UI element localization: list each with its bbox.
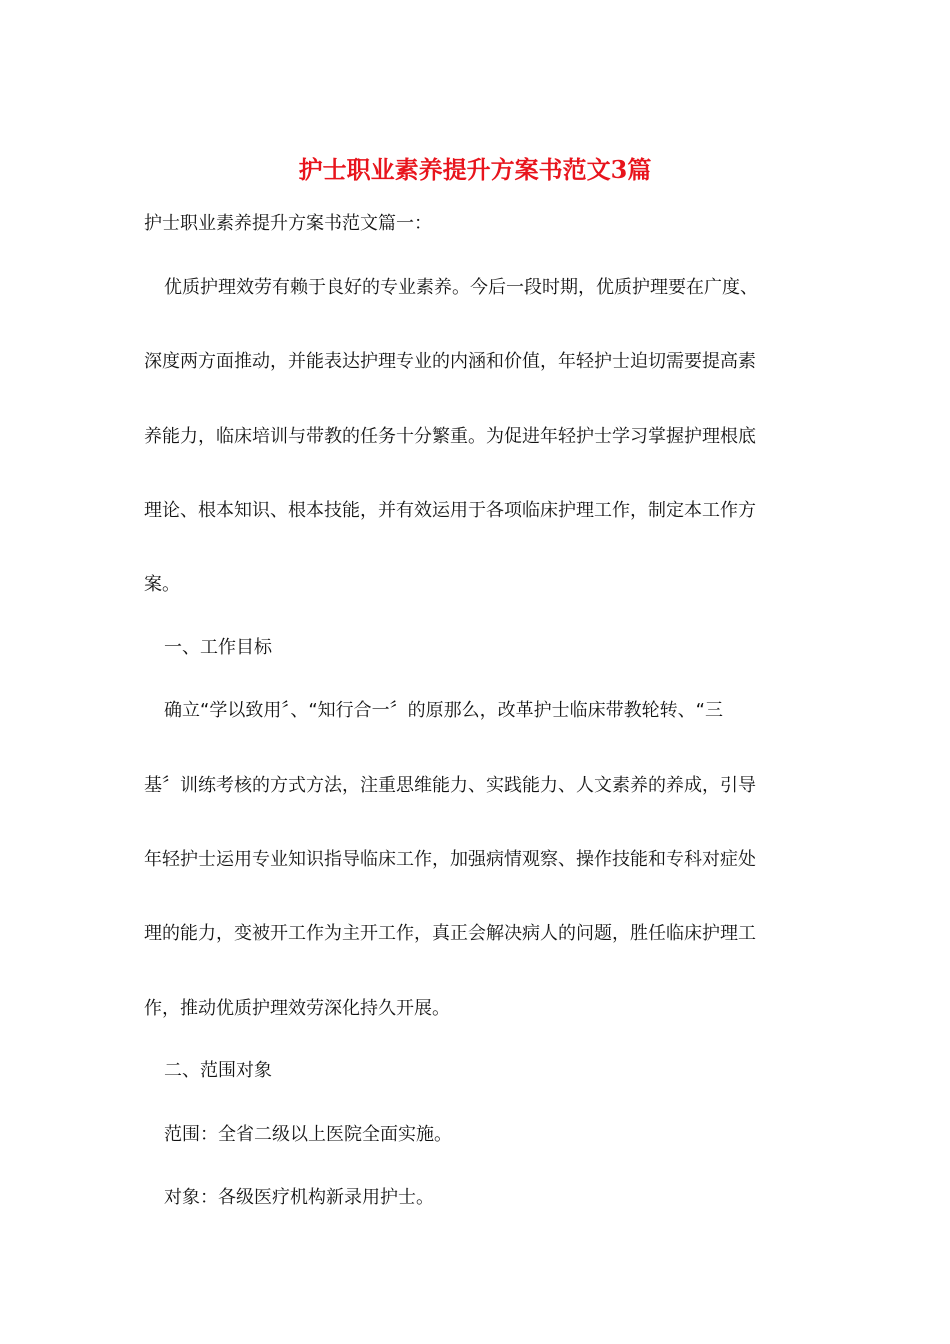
- document-title: 护士职业素养提升方案书范文3篇: [298, 155, 652, 184]
- section1-heading: 一、工作目标: [164, 637, 272, 658]
- paragraph2-line5: 作，推动优质护理效劳深化持久开展。: [144, 998, 450, 1019]
- section2-heading: 二、范围对象: [164, 1060, 272, 1081]
- subtitle: 护士职业素养提升方案书范文篇一：: [144, 213, 432, 234]
- paragraph1-line2: 深度两方面推动，并能表达护理专业的内涵和价值，年轻护士迫切需要提高素: [144, 351, 756, 372]
- paragraph1-line5: 案。: [144, 574, 180, 595]
- paragraph2-line1: 确立“学以致用〞、“知行合一〞的原那么，改革护士临床带教轮转、“三: [164, 700, 723, 721]
- target-text: 对象：各级医疗机构新录用护士。: [164, 1187, 434, 1208]
- paragraph2-line2: 基〞训练考核的方式方法，注重思维能力、实践能力、人文素养的养成，引导: [144, 775, 756, 796]
- paragraph2-line4: 理的能力，变被开工作为主开工作，真正会解决病人的问题，胜任临床护理工: [144, 923, 756, 944]
- scope-text: 范围：全省二级以上医院全面实施。: [164, 1124, 452, 1145]
- paragraph1-line1: 优质护理效劳有赖于良好的专业素养。今后一段时期，优质护理要在广度、: [164, 277, 758, 298]
- paragraph1-line4: 理论、根本知识、根本技能，并有效运用于各项临床护理工作，制定本工作方: [144, 500, 756, 521]
- paragraph2-line3: 年轻护士运用专业知识指导临床工作，加强病情观察、操作技能和专科对症处: [144, 849, 756, 870]
- paragraph1-line3: 养能力，临床培训与带教的任务十分繁重。为促进年轻护士学习掌握护理根底: [144, 426, 756, 447]
